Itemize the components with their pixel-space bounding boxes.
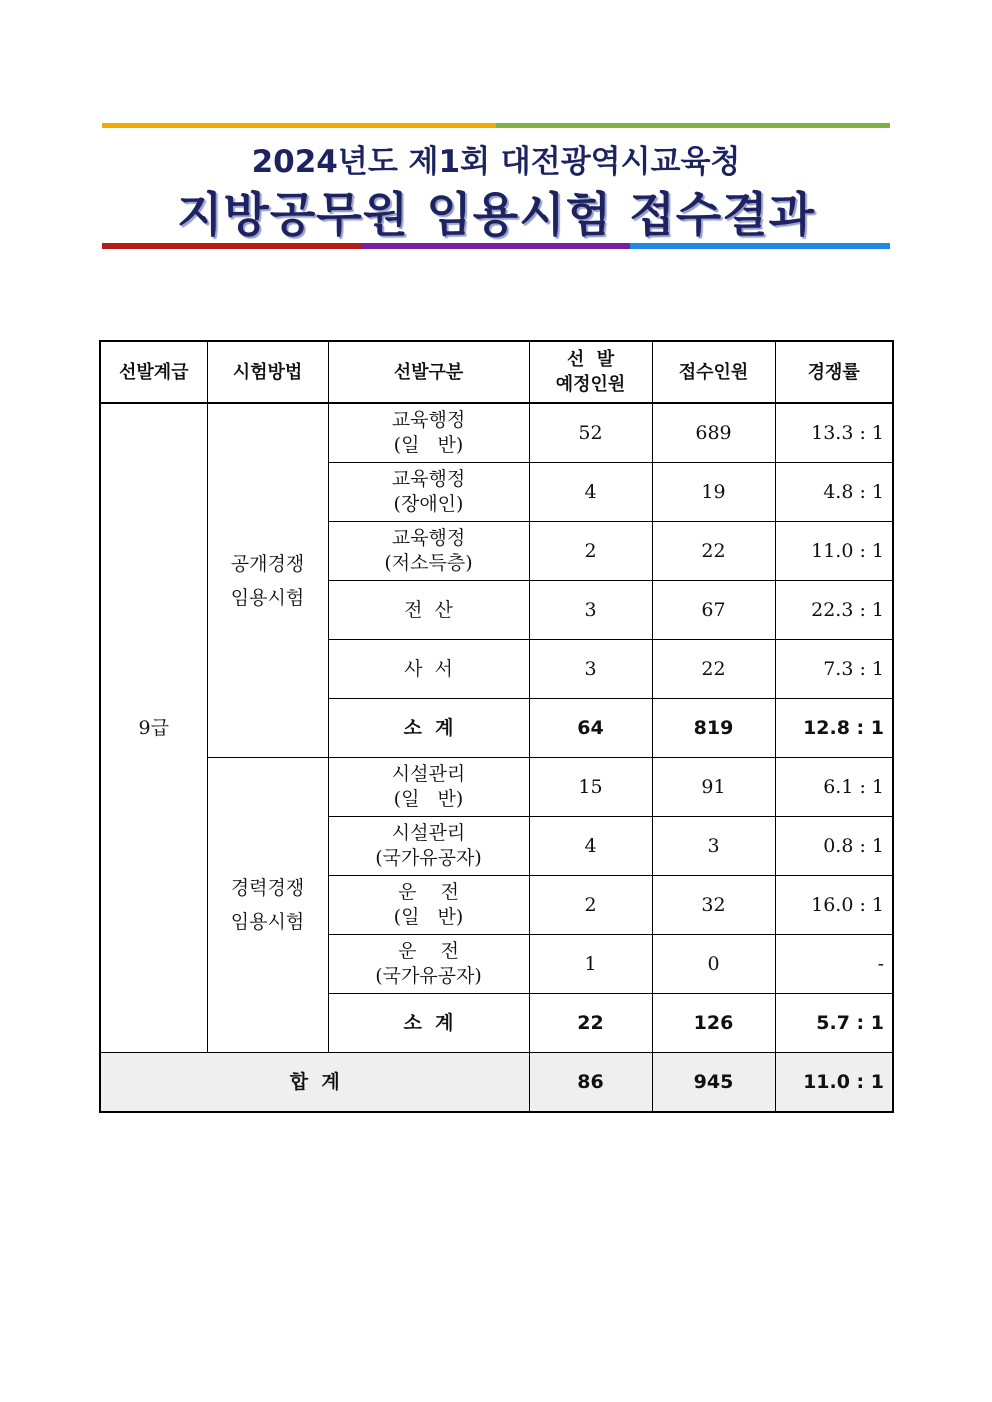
- applicants-cell: 0: [652, 935, 775, 994]
- header-planned-line2: 예정인원: [555, 374, 626, 395]
- planned-cell: 3: [529, 581, 652, 640]
- planned-cell: 1: [529, 935, 652, 994]
- category-line1: 시설관리: [391, 763, 466, 785]
- applicants-cell: 91: [652, 758, 775, 817]
- category-line1: 교육행정: [391, 527, 466, 549]
- method-cell: [207, 403, 328, 758]
- subtotal-applicants: 126: [652, 994, 775, 1053]
- header-planned: [529, 341, 652, 403]
- subtotal-ratio: 12.8 : 1: [775, 699, 893, 758]
- category-line1: 시설관리: [391, 822, 466, 844]
- ratio-cell: 11.0 : 1: [775, 522, 893, 581]
- category-line1: 운 전: [398, 940, 459, 962]
- method-line2: 임용시험: [230, 586, 305, 609]
- total-applicants: 945: [652, 1053, 775, 1113]
- applicants-cell: 19: [652, 463, 775, 522]
- total-ratio: 11.0 : 1: [775, 1053, 893, 1113]
- subtotal-label: 소 계: [328, 994, 529, 1053]
- header-applicants: 접수인원: [652, 341, 775, 403]
- top-bar-segment-orange: [102, 123, 496, 128]
- category-cell: [328, 522, 529, 581]
- ratio-cell: 7.3 : 1: [775, 640, 893, 699]
- applicants-cell: 689: [652, 403, 775, 463]
- ratio-cell: 13.3 : 1: [775, 403, 893, 463]
- top-bar-segment-green: [496, 123, 890, 128]
- planned-cell: 52: [529, 403, 652, 463]
- header-planned-line1: 선 발: [566, 349, 615, 370]
- grade-cell: 9급: [100, 403, 207, 1053]
- bottom-bar-segment-blue: [630, 243, 890, 249]
- category-cell: [328, 581, 529, 640]
- subtotal-planned: 64: [529, 699, 652, 758]
- planned-cell: 3: [529, 640, 652, 699]
- bottom-bar-segment-red: [102, 243, 362, 249]
- category-line2: (저소득층): [384, 552, 473, 574]
- subtotal-ratio: 5.7 : 1: [775, 994, 893, 1053]
- ratio-cell: 0.8 : 1: [775, 817, 893, 876]
- applicants-cell: 22: [652, 640, 775, 699]
- category-line1: 교육행정: [391, 409, 466, 431]
- category-cell: [328, 758, 529, 817]
- method-line1: 공개경쟁: [230, 552, 305, 575]
- title-line-2: 지방공무원 임용시험 접수결과: [177, 188, 815, 243]
- category-line1: 사 서: [404, 657, 453, 680]
- ratio-cell: -: [775, 935, 893, 994]
- subtotal-applicants: 819: [652, 699, 775, 758]
- header-ratio: 경쟁률: [775, 341, 893, 403]
- ratio-cell: 4.8 : 1: [775, 463, 893, 522]
- ratio-cell: 6.1 : 1: [775, 758, 893, 817]
- title-line-1: 2024년도 제1회 대전광역시교육청: [251, 144, 741, 180]
- bottom-bar-segment-purple: [362, 243, 630, 249]
- applicants-cell: 22: [652, 522, 775, 581]
- method-cell: [207, 758, 328, 1053]
- category-line1: 운 전: [398, 881, 459, 903]
- header-row: [100, 341, 893, 403]
- table-row: [100, 403, 893, 463]
- subtotal-planned: 22: [529, 994, 652, 1053]
- category-line2: (일 반): [393, 906, 464, 928]
- bottom-color-bar: [102, 243, 890, 249]
- planned-cell: 4: [529, 817, 652, 876]
- applicants-cell: 32: [652, 876, 775, 935]
- ratio-cell: 22.3 : 1: [775, 581, 893, 640]
- total-label: 합 계: [100, 1053, 529, 1113]
- total-planned: 86: [529, 1053, 652, 1113]
- top-color-bar: [102, 123, 890, 128]
- category-cell: [328, 640, 529, 699]
- applicants-cell: 67: [652, 581, 775, 640]
- category-line2: (국가유공자): [375, 847, 482, 869]
- category-cell: [328, 935, 529, 994]
- category-line2: (일 반): [393, 434, 464, 456]
- table-row: [100, 758, 893, 817]
- ratio-cell: 16.0 : 1: [775, 876, 893, 935]
- category-cell: [328, 463, 529, 522]
- header-category: 선발구분: [328, 341, 529, 403]
- category-line1: 교육행정: [391, 468, 466, 490]
- category-cell: [328, 403, 529, 463]
- planned-cell: 15: [529, 758, 652, 817]
- category-line2: (장애인): [393, 493, 464, 515]
- header-method: 시험방법: [207, 341, 328, 403]
- results-table: [99, 340, 894, 1113]
- category-line2: (일 반): [393, 788, 464, 810]
- planned-cell: 2: [529, 876, 652, 935]
- planned-cell: 2: [529, 522, 652, 581]
- total-row: [100, 1053, 893, 1113]
- method-line1: 경력경쟁: [230, 877, 305, 899]
- planned-cell: 4: [529, 463, 652, 522]
- header-grade: 선발계급: [100, 341, 207, 403]
- category-line2: (국가유공자): [375, 965, 482, 987]
- subtotal-label: 소 계: [328, 699, 529, 758]
- category-cell: [328, 817, 529, 876]
- category-cell: [328, 876, 529, 935]
- applicants-cell: 3: [652, 817, 775, 876]
- method-line2: 임용시험: [230, 911, 305, 933]
- category-line1: 전 산: [404, 598, 453, 621]
